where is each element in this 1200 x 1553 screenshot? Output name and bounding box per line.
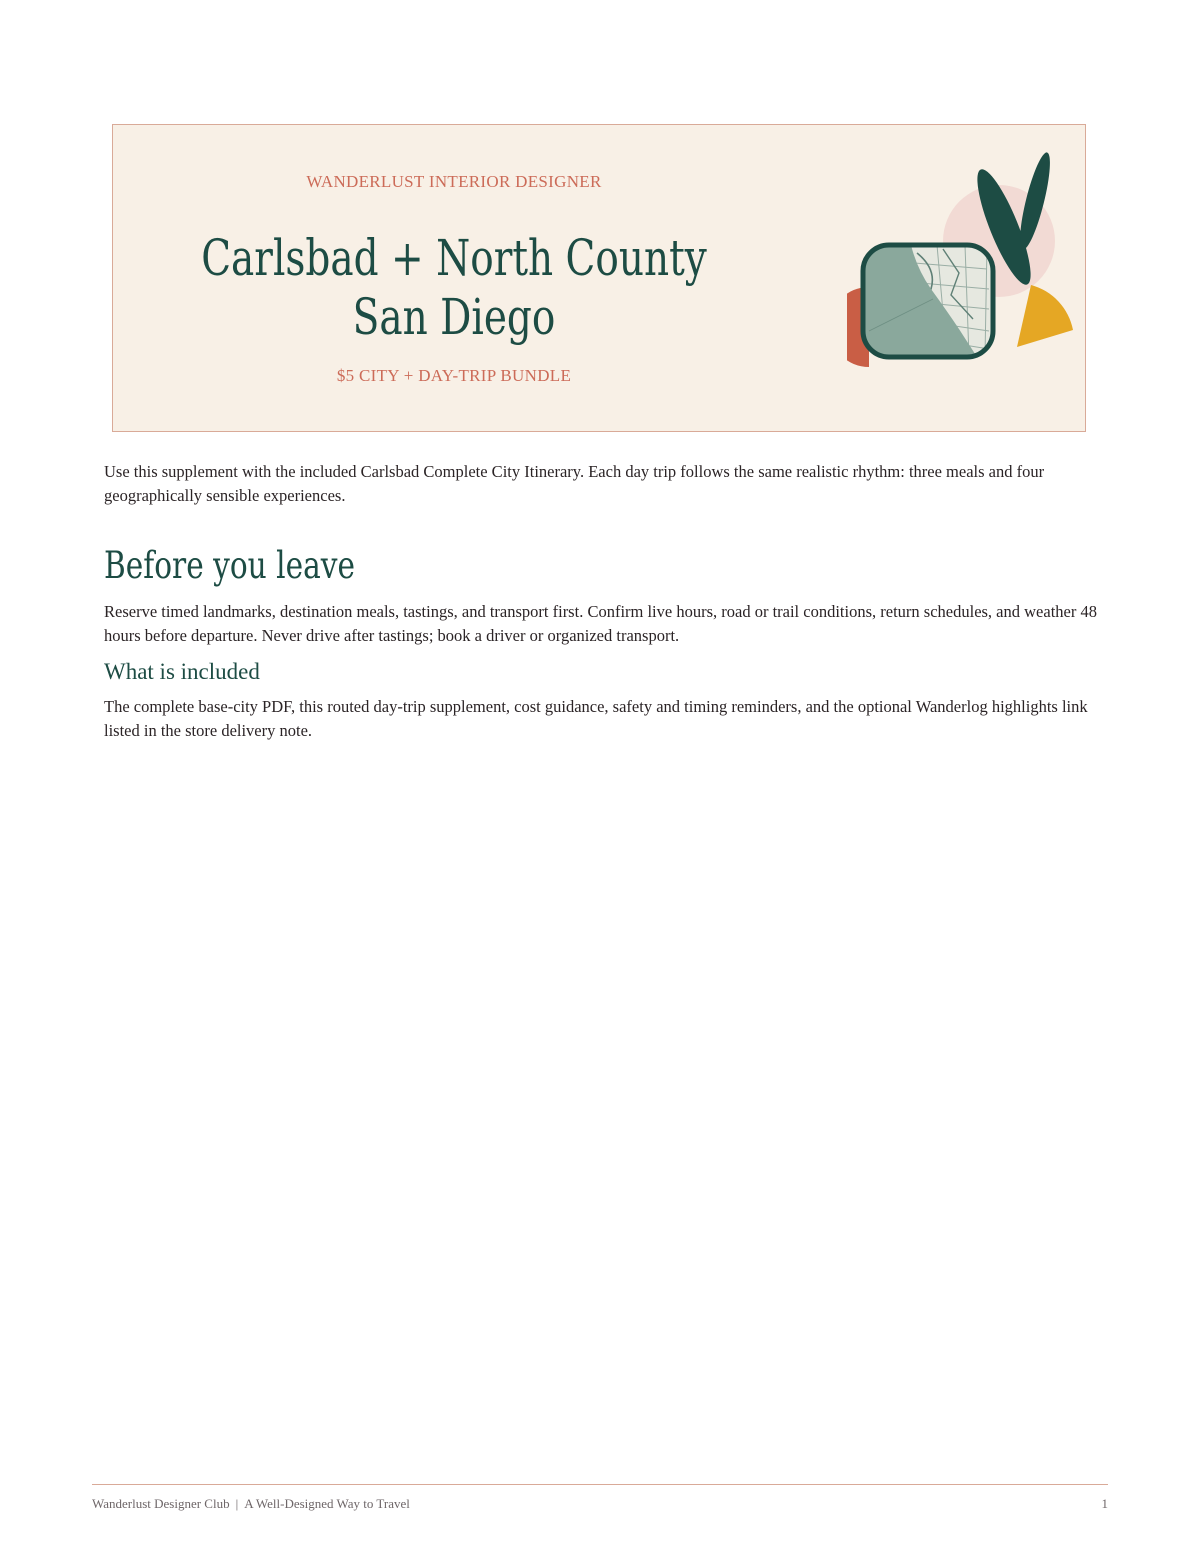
footer-divider xyxy=(92,1484,1108,1485)
hero-title: Carlsbad + North County San Diego xyxy=(201,229,707,346)
included-paragraph: The complete base-city PDF, this routed day-trip supplement, cost guidance, safety and timing reminders, and the optional Wanderlog highlights link listed in the store delivery note. xyxy=(104,697,1088,740)
before-paragraph: Reserve timed landmarks, destination meals, tastings, and transport first. Confirm live hours, road or trail conditions, return schedules, and weather 48 hours before departure. Never drive after tastings; book a driver or organized transport. xyxy=(104,602,1097,645)
map-illustration xyxy=(847,149,1077,369)
page-number: 1 xyxy=(1101,1496,1108,1511)
footer-separator: | xyxy=(235,1496,239,1511)
intro-paragraph: Use this supplement with the included Carlsbad Complete City Itinerary. Each day trip follows the same realistic rhythm: three meals and four geographically sensible experiences. xyxy=(104,462,1045,505)
hero-banner xyxy=(112,124,1086,432)
map-square xyxy=(863,245,993,357)
footer-tagline: A Well-Designed Way to Travel xyxy=(244,1496,410,1511)
before-heading: Before you leave xyxy=(104,544,356,587)
bundle-label: $5 CITY + DAY-TRIP BUNDLE xyxy=(336,366,572,385)
hero-eyebrow: WANDERLUST INTERIOR DESIGNER xyxy=(306,172,602,191)
footer-text xyxy=(92,1496,410,1512)
mustard-quarter-shape xyxy=(1017,285,1073,347)
footer-brand: Wanderlust Designer Club xyxy=(92,1496,230,1511)
included-heading: What is included xyxy=(104,659,260,684)
